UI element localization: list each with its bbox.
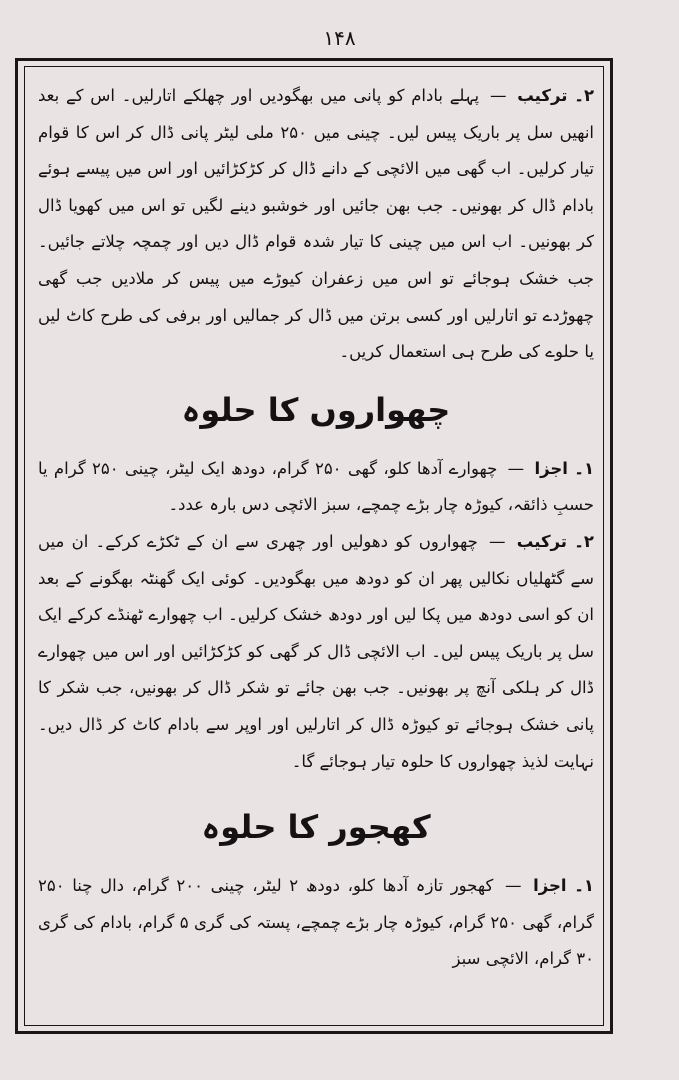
step-label: ترکیب (517, 86, 568, 105)
step-label: ترکیب (516, 531, 568, 551)
step-label: اجزا (533, 876, 567, 896)
step-number: ۲۔ (574, 531, 594, 551)
step-text: کھجور تازہ آدھا کلو، دودھ ۲ لیٹر، چینی ۲۰۰ گرام، دال چنا ۲۵۰ گرام، گھی ۲۵۰ گرام، کیوڑہ چار بڑے چمچے، پستہ کی گری ۵ گرام، بادام کی گری ۳۰ گرام، الائچی سبز (38, 876, 594, 969)
dash-separator: — (489, 86, 507, 105)
step-text: پہلے بادام کو پانی میں بھگودیں اور چھلکے اتارلیں۔ اس کے بعد انھیں سل پر باریک پیس لیں۔ چینی میں ۲۵۰ ملی لیٹر پانی ڈال کر اس کا قوام تیار کرلیں۔ اب گھی میں الائچی کے دانے ڈال کر کڑکڑائیں اور اس میں پیسے ہوئے بادام ڈال کر بھونیں۔ جب بھن جائیں اور خوشبو دینے لگیں تو اس میں کھویا ڈال کر بھونیں۔ اب اس میں چینی کا تیار شدہ قوام ڈال دیں اور چمچہ چلاتے جائیں۔ جب خشک ہوجائے تو اس میں زعفران کیوڑے میں پیس کر ملادیں جب گھی چھوڑدے تو اتارلیں اور کسی برتن میں ڈال کر جمالیں اور برفی کی طرح کاٹ لیں یا حلوے کی طرح ہی استعمال کریں۔ (38, 86, 594, 362)
page-number: ۱۴۸ (323, 26, 356, 50)
recipe-heading-chhuware: چھواروں کا حلوہ (181, 390, 451, 429)
ingredients-paragraph-chhuware (38, 451, 594, 524)
step-number: ۱۔ (574, 458, 594, 478)
step-text: چھوارے آدھا کلو، گھی ۲۵۰ گرام، دودھ ایک لیٹر، چینی ۲۵۰ گرام یا حسبِ ذائقہ، کیوڑہ چار بڑے چمچے، سبز الائچی دس بارہ عدد۔ (38, 458, 594, 515)
dash-separator: — (507, 458, 525, 478)
dash-separator: — (504, 876, 522, 896)
recipe-heading-khajoor: کھجور کا حلوہ (201, 808, 431, 847)
step-number: ۲۔ (574, 86, 594, 105)
step-number: ۱۔ (574, 876, 594, 896)
dash-separator: — (489, 531, 506, 551)
page-content (38, 78, 594, 1018)
method-paragraph-badam (38, 78, 594, 371)
step-label: اجزا (534, 458, 568, 478)
step-text: چھواروں کو دھولیں اور چھری سے ان کے ٹکڑے کرکے۔ ان میں سے گٹھلیاں نکالیں پھر ان کو دودھ میں بھگودیں۔ کوئی ایک گھنٹہ بھگونے کے بعد ان کو اسی دودھ میں پکا لیں اور دودھ خشک کرلیں۔ اب چھوارے ٹھنڈے کرکے ایک سل پر باریک پیس لیں۔ اب الائچی ڈال کر گھی کو کڑکڑائیں اور اس میں چھوارے ڈال کر ہلکی آنچ پر بھونیں۔ جب بھن جائے تو شکر ڈال کر بھونیں، جب شکر کا پانی خشک ہوجائے تو کیوڑہ ڈال کر اتارلیں اور اوپر سے بادام کاٹ کر ڈال دیں۔ نہایت لذیذ چھواروں کا حلوہ تیار ہوجائے گا۔ (38, 531, 594, 771)
ingredients-paragraph-khajoor (38, 868, 594, 978)
method-paragraph-chhuware (38, 524, 594, 780)
